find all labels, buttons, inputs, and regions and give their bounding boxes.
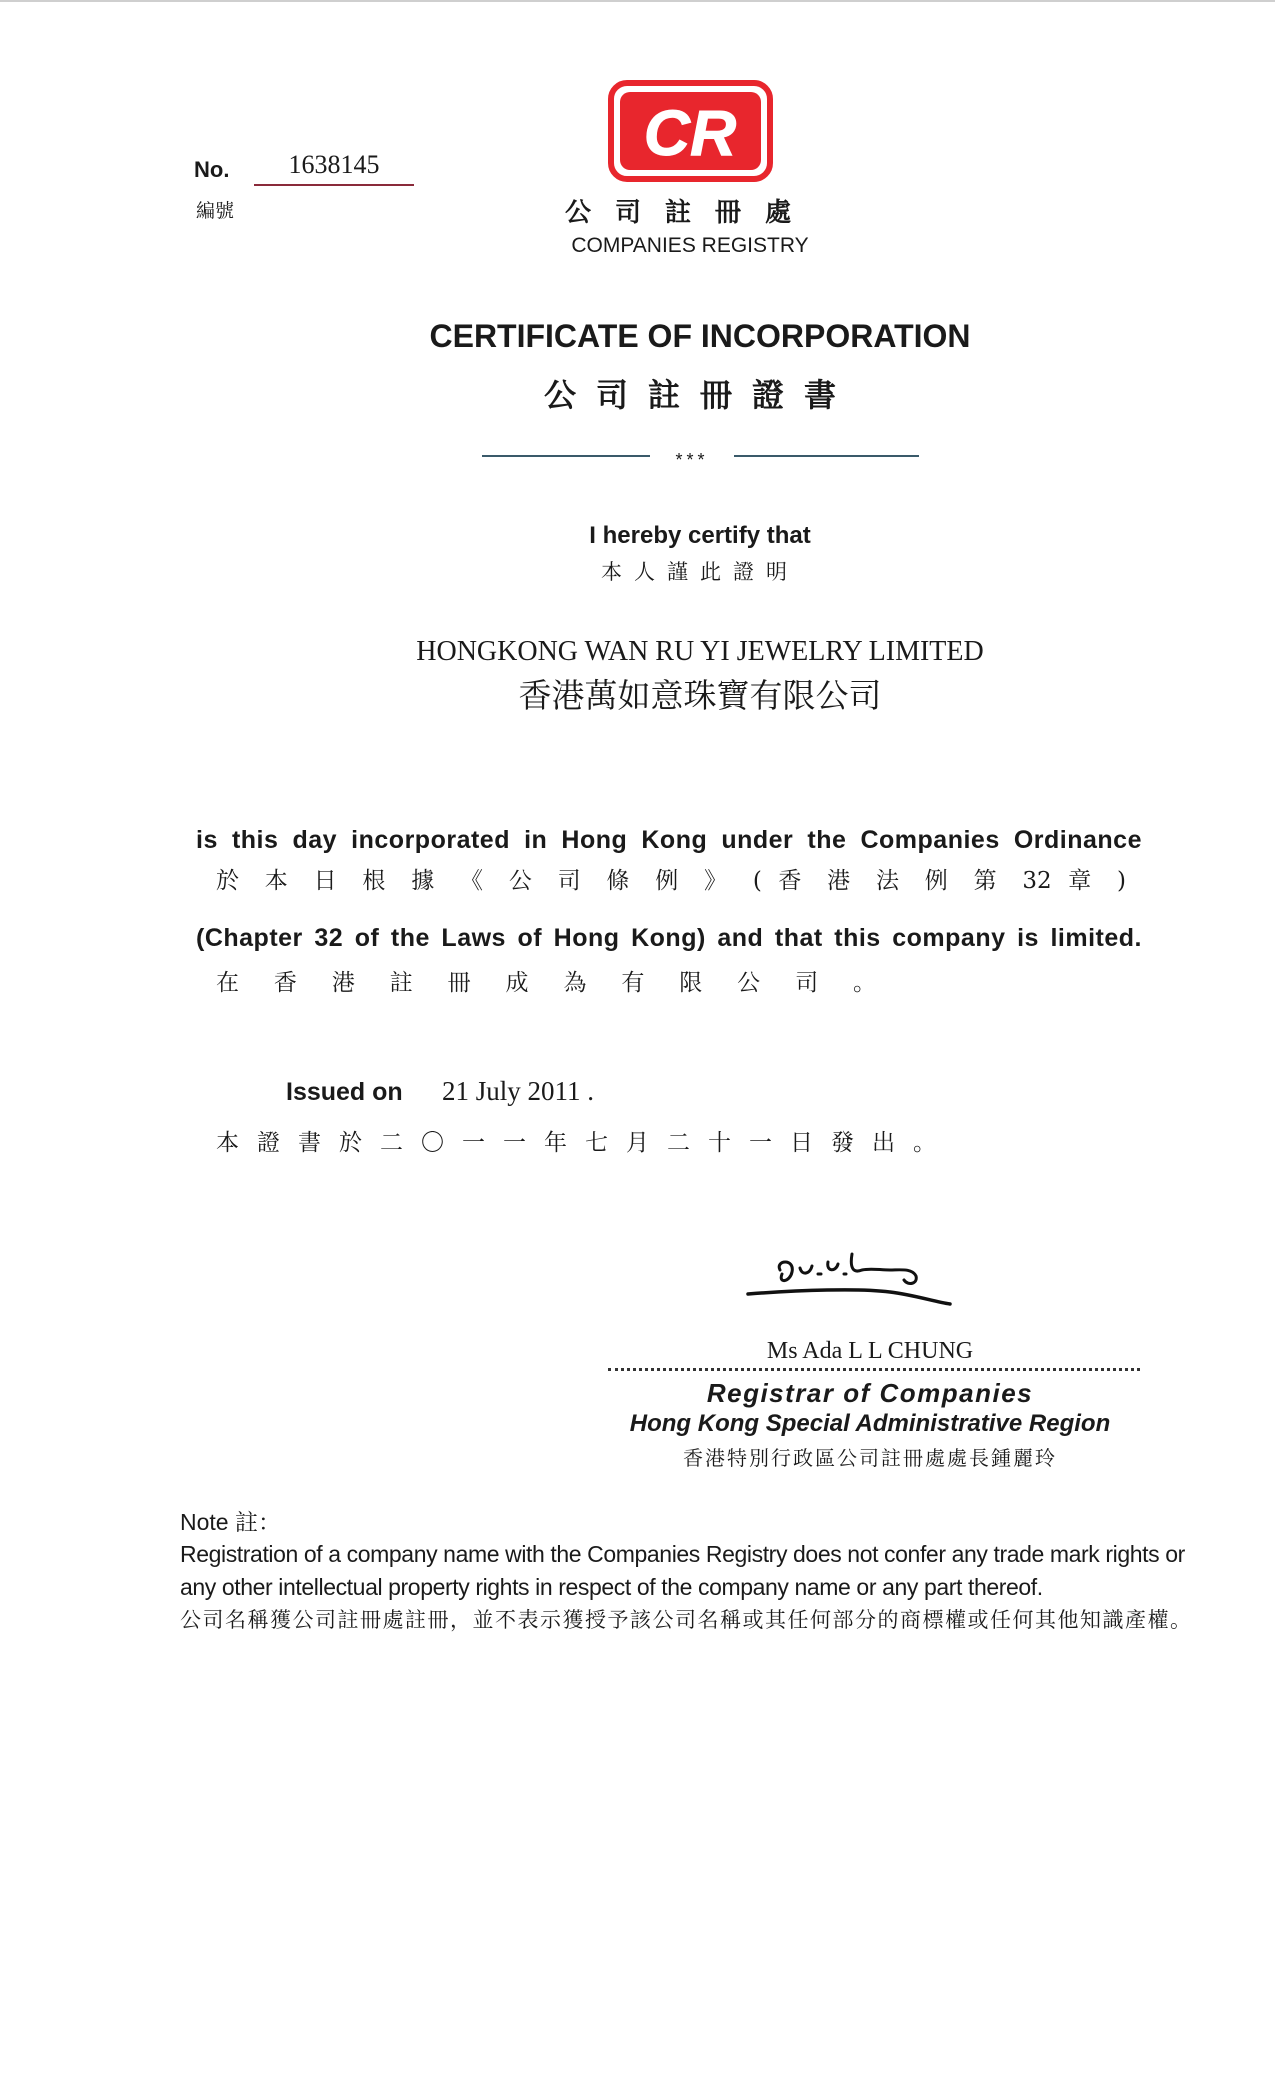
company-name: HONGKONG WAN RU YI JEWELRY LIMITED	[416, 636, 984, 667]
registrar-signature	[740, 1240, 960, 1320]
divider-left	[482, 455, 650, 457]
certify-statement-zh: 本人謹此證明	[601, 560, 799, 584]
logo-text: CR	[643, 97, 737, 169]
signature-dotted-line	[608, 1368, 1140, 1371]
certificate-title: CERTIFICATE OF INCORPORATION	[429, 318, 971, 354]
number-label-zh: 編號	[196, 200, 235, 222]
body-line-1-zh: 於 本 日 根 據 《 公 司 條 例 》 ( 香 港 法 例 第 32 章 )	[216, 868, 1126, 894]
body-line-2-zh: 在 香 港 註 冊 成 為 有 限 公 司 。	[216, 970, 876, 996]
issued-label: Issued on	[286, 1078, 403, 1106]
divider-stars: ***	[675, 450, 709, 470]
certificate-title-zh: 公司註冊證書	[543, 376, 856, 414]
note-text-zh: 公司名稱獲公司註冊處註冊，並不表示獲授予該公司名稱或其任何部分的商標權或任何其他知識產權。	[180, 1608, 1193, 1632]
registry-name: COMPANIES REGISTRY	[571, 234, 809, 257]
companies-registry-logo	[608, 80, 773, 182]
registrar-name: Ms Ada L L CHUNG	[766, 1338, 974, 1364]
body-line-2: (Chapter 32 of the Laws of Hong Kong) and that this company is limited.	[196, 924, 1142, 952]
registrar-region: Hong Kong Special Administrative Region	[629, 1410, 1111, 1437]
scan-top-edge	[0, 0, 1275, 2]
registrar-title-zh: 香港特別行政區公司註冊處處長鍾麗玲	[683, 1446, 1057, 1470]
certificate-number: 1638145	[254, 150, 414, 186]
certify-statement: I hereby certify that	[589, 522, 811, 549]
issued-date-zh: 本 證 書 於 二 〇 一 一 年 七 月 二 十 一 日 發 出 。	[216, 1130, 936, 1156]
registry-name-zh: 公司註冊處	[564, 198, 815, 228]
issued-date: 21 July 2011 .	[442, 1076, 595, 1106]
registrar-title: Registrar of Companies	[706, 1378, 1034, 1408]
body-line-1: is this day incorporated in Hong Kong under the Companies Ordinance	[196, 826, 1142, 854]
divider-right	[734, 455, 919, 457]
company-name-zh: 香港萬如意珠寶有限公司	[518, 676, 882, 715]
number-label: No.	[194, 157, 230, 182]
note-text: Registration of a company name with the Companies Registry does not confer any trade mark rights or any other intellectual property rights in respect of the company name or any part thereof.	[180, 1541, 1185, 1600]
note-label: Note 註：	[180, 1509, 281, 1535]
